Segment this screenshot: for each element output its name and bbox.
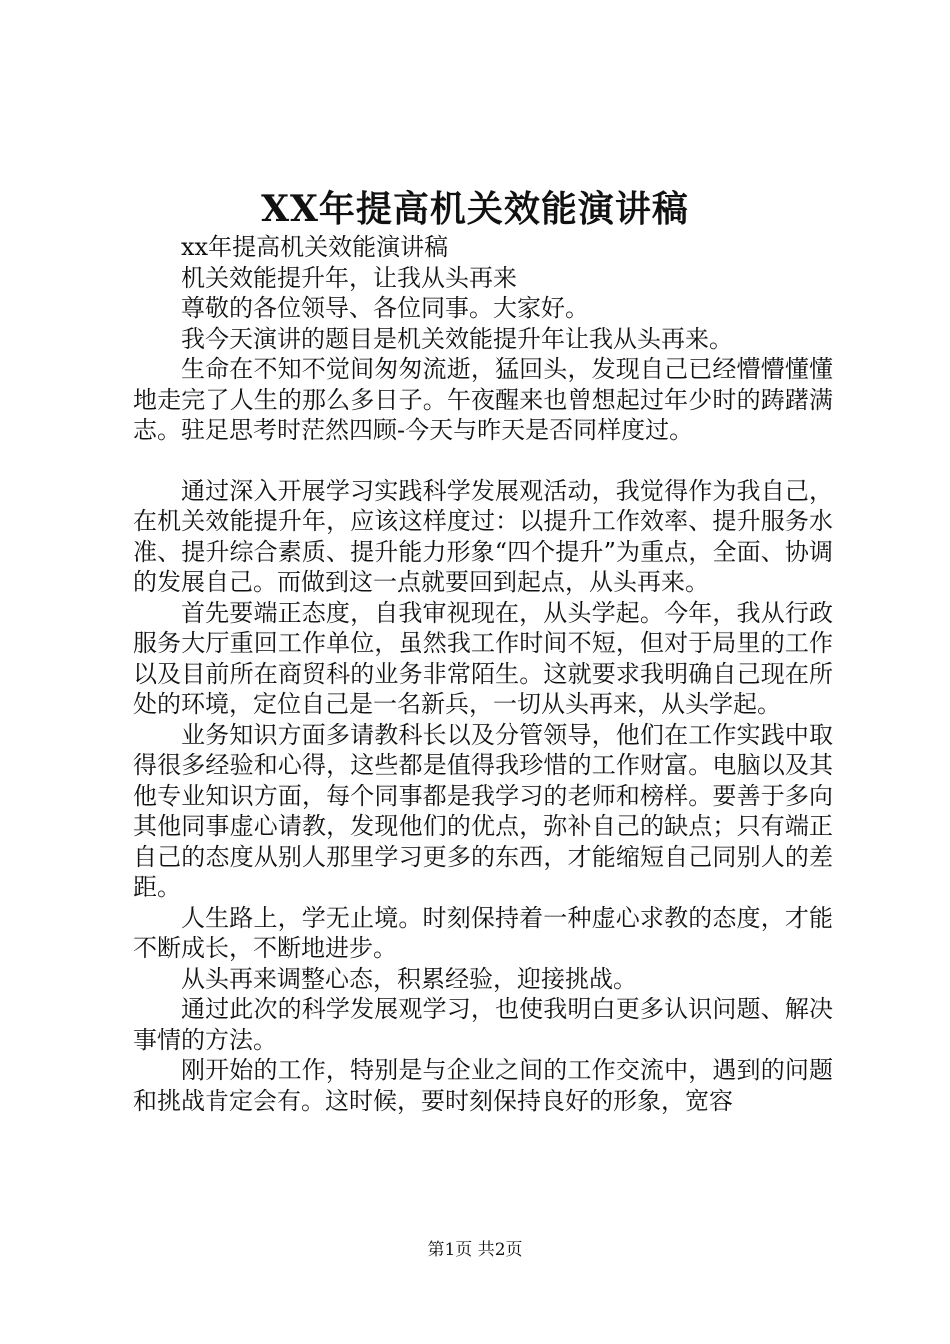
paragraph-reflection: 生命在不知不觉间匆匆流逝，猛回头，发现自己已经懵懵懂懂地走完了人生的那么多日子。午夜醒来也曾想起过年少时的踌躇满志。驻足思考时茫然四顾-今天与昨天是否同样度过。: [133, 355, 833, 444]
paragraph-adjust-mindset: 从头再来调整心态，积累经验，迎接挑战。: [181, 964, 637, 993]
document-body: [133, 232, 833, 1116]
paragraph-methods: 通过此次的科学发展观学习，也使我明白更多认识问题、解决事情的方法。: [133, 995, 833, 1054]
paragraph-subtitle: 机关效能提升年，让我从头再来: [181, 263, 517, 292]
document-title: XX年提高机关效能演讲稿: [261, 188, 689, 230]
paragraph-greeting: 尊敬的各位领导、各位同事。大家好。: [181, 294, 589, 322]
paragraph-learning: 业务知识方面多请教科长以及分管领导，他们在工作实践中取得很多经验和心得，这些都是值得我珍惜的工作财富。电脑以及其他专业知识方面，每个同事都是我学习的老师和榜样。要善于多向其他同事虚心请教，发现他们的优点，弥补自己的缺点；只有端正自己的态度从别人那里学习更多的东西，才能缩短自己同别人的差距。: [133, 720, 833, 901]
paragraph-heading-repeat: xx年提高机关效能演讲稿: [181, 233, 449, 261]
paragraph-topic: 我今天演讲的题目是机关效能提升年让我从头再来。: [181, 324, 733, 353]
paragraph-endless-learning: 人生路上，学无止境。时刻保持着一种虚心求教的态度，才能不断成长，不断地进步。: [133, 903, 833, 962]
paragraph-challenges: 刚开始的工作，特别是与企业之间的工作交流中，遇到的问题和挑战肯定会有。这时候，要时刻保持良好的形象，宽容: [133, 1056, 833, 1115]
paragraph-gap: [133, 446, 833, 476]
page-footer: 第1页 共2页: [427, 1240, 523, 1260]
paragraph-attitude: 首先要端正态度，自我审视现在，从头学起。今年，我从行政服务大厅重回工作单位，虽然我工作时间不短，但对于局里的工作以及目前所在商贸科的业务非常陌生。这就要求我明确自己现在所处的环境，定位自己是一名新兵，一切从头再来，从头学起。: [133, 598, 833, 718]
paragraph-four-improvements: 通过深入开展学习实践科学发展观活动，我觉得作为我自己，在机关效能提升年，应该这样度过：以提升工作效率、提升服务水准、提升综合素质、提升能力形象“四个提升”为重点，全面、协调的发展自己。而做到这一点就要回到起点，从头再来。: [133, 476, 833, 596]
